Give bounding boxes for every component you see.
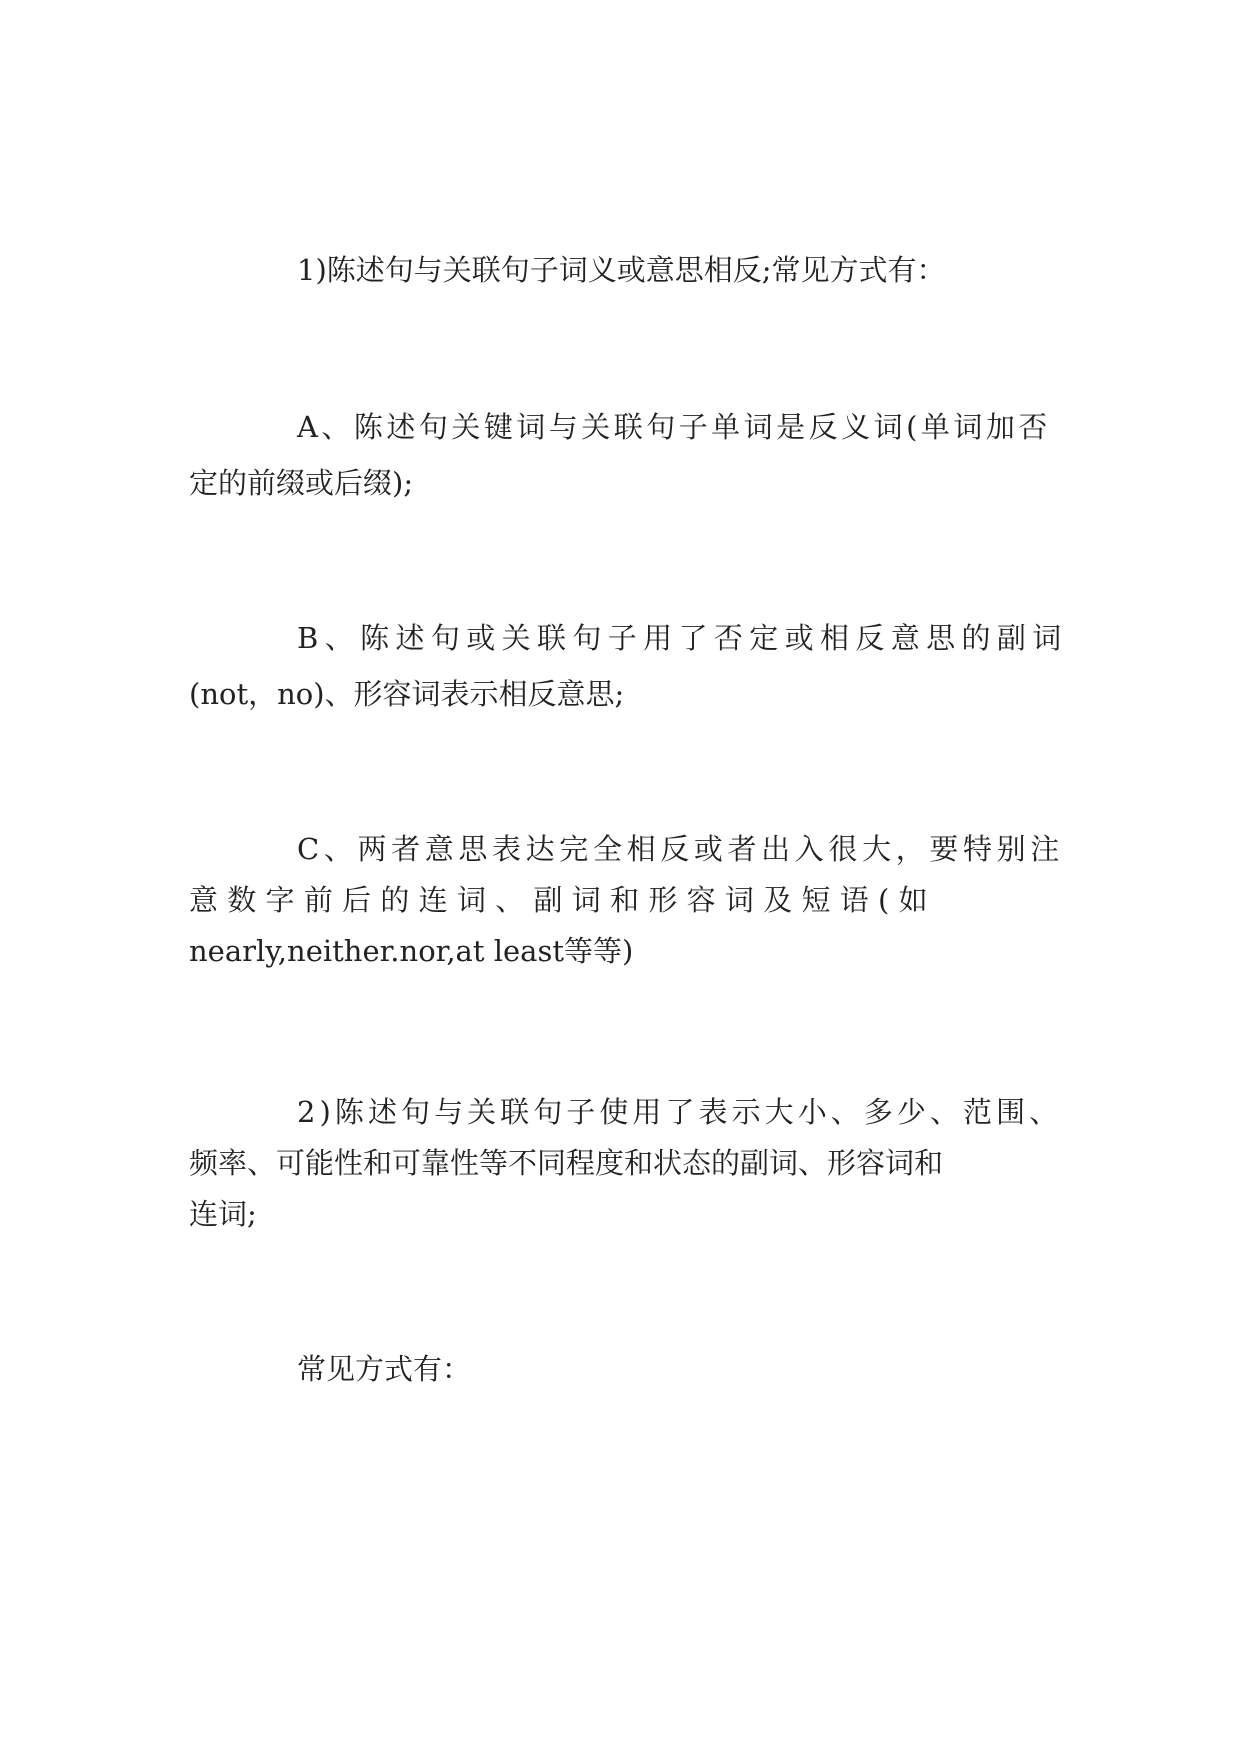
- paragraph-c-line-3: nearly,neither.nor,at least等等): [189, 934, 634, 968]
- paragraph-b-line-2: (not，no)、形容词表示相反意思;: [189, 677, 625, 711]
- paragraph-common-methods: 常见方式有：: [297, 1352, 472, 1386]
- paragraph-2-line-3: 连词;: [189, 1197, 257, 1231]
- paragraph-1-line-1: 1)陈述句与关联句子词义或意思相反;常见方式有：: [297, 253, 946, 287]
- paragraph-c-line-2: 意数字前后的连词、副词和形容词及短语(如: [189, 883, 937, 917]
- paragraph-2-line-2: 频率、可能性和可靠性等不同程度和状态的副词、形容词和: [189, 1146, 944, 1180]
- paragraph-b-line-1: B、陈述句或关联句子用了否定或相反意思的副词: [297, 621, 1068, 655]
- paragraph-c-line-1: C、两者意思表达完全相反或者出入很大，要特别注: [297, 832, 1064, 866]
- paragraph-a-line-2: 定的前缀或后缀);: [189, 466, 414, 500]
- paragraph-2-line-1: 2)陈述句与关联句子使用了表示大小、多少、范围、: [297, 1095, 1063, 1129]
- paragraph-a-line-1: A、陈述句关键词与关联句子单词是反义词(单词加否: [297, 410, 1051, 444]
